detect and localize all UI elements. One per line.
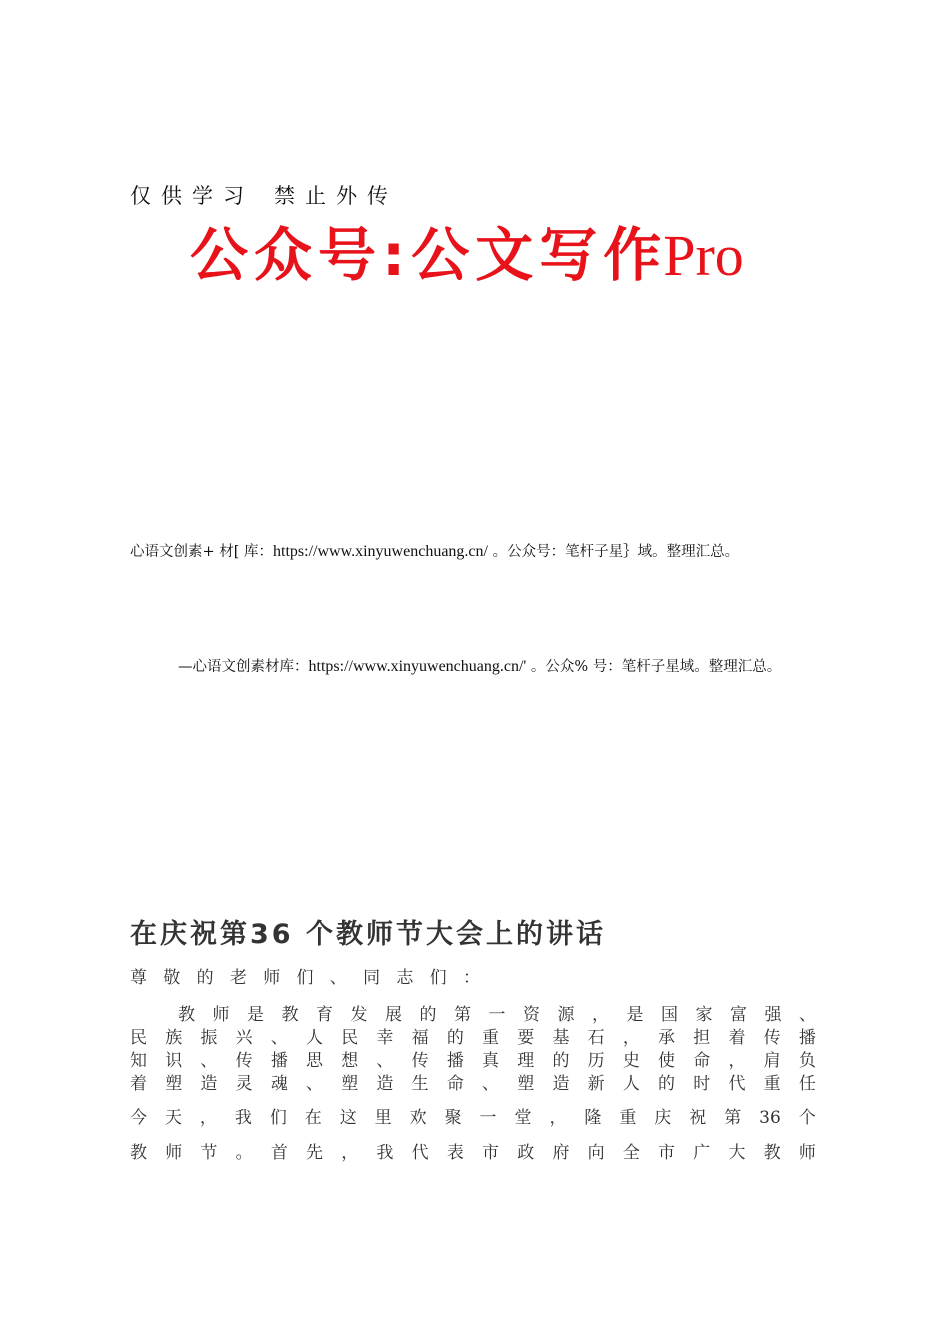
text-char: 播 xyxy=(270,1051,288,1071)
text-char: 师 xyxy=(212,1005,230,1025)
text-char: 是 xyxy=(626,1005,644,1025)
text-char: 国 xyxy=(661,1005,678,1025)
text-char: 、 xyxy=(799,1005,816,1025)
text-char: 理 xyxy=(517,1051,535,1071)
text-char: 欢 xyxy=(409,1108,427,1128)
source-note-1 xyxy=(130,540,739,561)
text-char: 市 xyxy=(482,1143,500,1163)
text-char: 、 xyxy=(270,1028,288,1048)
text-char: 天 xyxy=(164,1108,182,1128)
text-char: 传 xyxy=(235,1051,253,1071)
article-title: 在庆祝第36 个教师节大会上的讲话 xyxy=(130,919,606,950)
text-char: 塑 xyxy=(341,1074,359,1094)
text-char: 36 xyxy=(759,1108,781,1128)
text-char: 时 xyxy=(693,1074,711,1094)
text-char: 师 xyxy=(263,968,281,988)
text-char: 族 xyxy=(165,1028,183,1048)
text-char: 新 xyxy=(587,1074,605,1094)
text-char: 展 xyxy=(385,1005,402,1025)
text-char: 承 xyxy=(658,1028,676,1048)
text-char: 们 xyxy=(296,968,314,988)
text-char: 的 xyxy=(658,1074,676,1094)
text-char: 造 xyxy=(200,1074,218,1094)
text-char: 着 xyxy=(728,1028,746,1048)
text-char: 塑 xyxy=(517,1074,535,1094)
text-char: 一 xyxy=(488,1005,506,1025)
text-char: 使 xyxy=(658,1051,676,1071)
text-char: 富 xyxy=(730,1005,747,1025)
body-line-2 xyxy=(130,1026,816,1050)
text-char: 们 xyxy=(269,1108,287,1128)
text-char: 全 xyxy=(622,1143,640,1163)
text-char: 个 xyxy=(798,1108,816,1128)
text-char: 重 xyxy=(763,1074,781,1094)
text-char: 兴 xyxy=(235,1028,253,1048)
text-char: 向 xyxy=(587,1143,605,1163)
text-char: 先 xyxy=(306,1143,324,1163)
text-char: 基 xyxy=(552,1028,570,1048)
notice-study-only: 仅供学习 xyxy=(130,184,254,208)
brand-name-cn: 公众号:公文写作 xyxy=(190,221,668,289)
text-char: 尊 xyxy=(130,968,147,988)
text-char: 命 xyxy=(446,1074,464,1094)
text-char: 们 xyxy=(429,968,447,988)
text-char: 表 xyxy=(446,1143,464,1163)
text-char: 。 xyxy=(235,1143,253,1163)
text-char: 传 xyxy=(763,1028,781,1048)
text-char: 是 xyxy=(247,1005,264,1025)
body-line-6 xyxy=(130,1141,816,1165)
text-char: 造 xyxy=(376,1074,394,1094)
body-line-4 xyxy=(130,1072,816,1096)
text-char: 祝 xyxy=(689,1108,707,1128)
source-note-1-prefix: 心语文创素+ 材[ 库： xyxy=(130,544,274,560)
text-char: 的 xyxy=(446,1028,464,1048)
text-char: 发 xyxy=(350,1005,368,1025)
text-char: 大 xyxy=(728,1143,746,1163)
text-char: 幸 xyxy=(376,1028,394,1048)
text-char: 广 xyxy=(693,1143,711,1163)
text-char: 、 xyxy=(482,1074,500,1094)
text-char: 命 xyxy=(693,1051,711,1071)
source-note-2 xyxy=(130,655,830,679)
text-char: 一 xyxy=(479,1108,497,1128)
text-char: 想 xyxy=(341,1051,359,1071)
text-char: ： xyxy=(462,968,480,988)
text-char: 史 xyxy=(622,1051,640,1071)
text-char: 我 xyxy=(376,1143,394,1163)
text-char: 生 xyxy=(411,1074,429,1094)
text-char: 教 xyxy=(763,1143,781,1163)
text-char: 人 xyxy=(306,1028,324,1048)
text-char: 敬 xyxy=(163,968,181,988)
text-char: 育 xyxy=(316,1005,333,1025)
text-char: 、 xyxy=(306,1074,324,1094)
text-char: 担 xyxy=(693,1028,711,1048)
text-char: 知 xyxy=(130,1051,147,1071)
brand-watermark xyxy=(190,221,744,289)
text-char: 造 xyxy=(552,1074,570,1094)
text-char: 民 xyxy=(341,1028,359,1048)
text-char: ， xyxy=(549,1108,567,1128)
text-char: 代 xyxy=(728,1074,746,1094)
text-char: 历 xyxy=(587,1051,605,1071)
text-char: 的 xyxy=(196,968,214,988)
text-char: 市 xyxy=(658,1143,676,1163)
text-char: 政 xyxy=(517,1143,535,1163)
text-char: ， xyxy=(341,1143,359,1163)
text-char: 、 xyxy=(329,968,347,988)
text-char: 首 xyxy=(270,1143,288,1163)
source-note-1-url: https://www.xinyuwenchuang.cn/ xyxy=(273,543,488,560)
text-char: 资 xyxy=(523,1005,540,1025)
source-note-2-suffix: 。公众% 号：笔杆子星域。整理汇总。 xyxy=(526,659,782,675)
text-char: 我 xyxy=(234,1108,252,1128)
text-char: 家 xyxy=(695,1005,713,1025)
text-char: 重 xyxy=(619,1108,637,1128)
text-char: 第 xyxy=(724,1108,742,1128)
text-char: 今 xyxy=(130,1108,147,1128)
text-char: 任 xyxy=(798,1074,816,1094)
text-char: 府 xyxy=(552,1143,570,1163)
text-char: 灵 xyxy=(235,1074,253,1094)
text-char: 这 xyxy=(339,1108,357,1128)
text-char: 福 xyxy=(411,1028,429,1048)
brand-name-en: Pro xyxy=(663,223,744,288)
text-char: 节 xyxy=(200,1143,218,1163)
body-line-5 xyxy=(130,1106,816,1130)
text-char: 人 xyxy=(622,1074,640,1094)
text-char: 魂 xyxy=(270,1074,288,1094)
text-char: 教 xyxy=(130,1143,147,1163)
text-char: 真 xyxy=(482,1051,500,1071)
text-char: 庆 xyxy=(654,1108,672,1128)
text-char: 传 xyxy=(411,1051,429,1071)
text-char: 重 xyxy=(482,1028,500,1048)
text-char: 塑 xyxy=(165,1074,183,1094)
text-char: 代 xyxy=(411,1143,429,1163)
body-line-3 xyxy=(130,1049,816,1073)
text-char: 师 xyxy=(165,1143,183,1163)
text-char: 教 xyxy=(178,1005,195,1025)
text-char: 要 xyxy=(517,1028,535,1048)
text-char: 里 xyxy=(374,1108,392,1128)
text-char: 负 xyxy=(798,1051,816,1071)
text-char: 思 xyxy=(306,1051,324,1071)
salutation xyxy=(130,966,480,990)
text-char: ， xyxy=(199,1108,217,1128)
text-char: 、 xyxy=(200,1051,218,1071)
text-char: 、 xyxy=(376,1051,394,1071)
text-char: 在 xyxy=(304,1108,322,1128)
text-char: 石 xyxy=(587,1028,605,1048)
text-char: 第 xyxy=(454,1005,471,1025)
text-char: 播 xyxy=(446,1051,464,1071)
text-char: 聚 xyxy=(444,1108,462,1128)
text-char: 着 xyxy=(130,1074,147,1094)
notice-no-distribution: 禁止外传 xyxy=(274,184,398,208)
text-char: 老 xyxy=(229,968,247,988)
text-char: ， xyxy=(592,1005,609,1025)
text-char: 源 xyxy=(557,1005,575,1025)
text-char: 同 xyxy=(363,968,381,988)
text-char: 肩 xyxy=(763,1051,781,1071)
text-char: 强 xyxy=(764,1005,782,1025)
text-char: 教 xyxy=(281,1005,299,1025)
text-char: 播 xyxy=(798,1028,816,1048)
text-char: 振 xyxy=(200,1028,218,1048)
text-char: 隆 xyxy=(584,1108,602,1128)
text-char: 堂 xyxy=(514,1108,532,1128)
text-char: 师 xyxy=(798,1143,816,1163)
source-note-2-prefix: —心语文创素材库： xyxy=(178,659,309,675)
usage-notice xyxy=(130,180,418,210)
text-char: ， xyxy=(728,1051,746,1071)
source-note-2-url: https://www.xinyuwenchuang.cn/' xyxy=(308,658,527,675)
text-char: 的 xyxy=(552,1051,570,1071)
text-char: 识 xyxy=(165,1051,183,1071)
text-char: 民 xyxy=(130,1028,147,1048)
text-char: ， xyxy=(622,1028,640,1048)
body-line-1 xyxy=(130,1003,816,1027)
source-note-1-suffix: 。公众号：笔杆子星｝域。整理汇总。 xyxy=(487,544,740,560)
text-char: 的 xyxy=(419,1005,437,1025)
text-char: 志 xyxy=(396,968,414,988)
